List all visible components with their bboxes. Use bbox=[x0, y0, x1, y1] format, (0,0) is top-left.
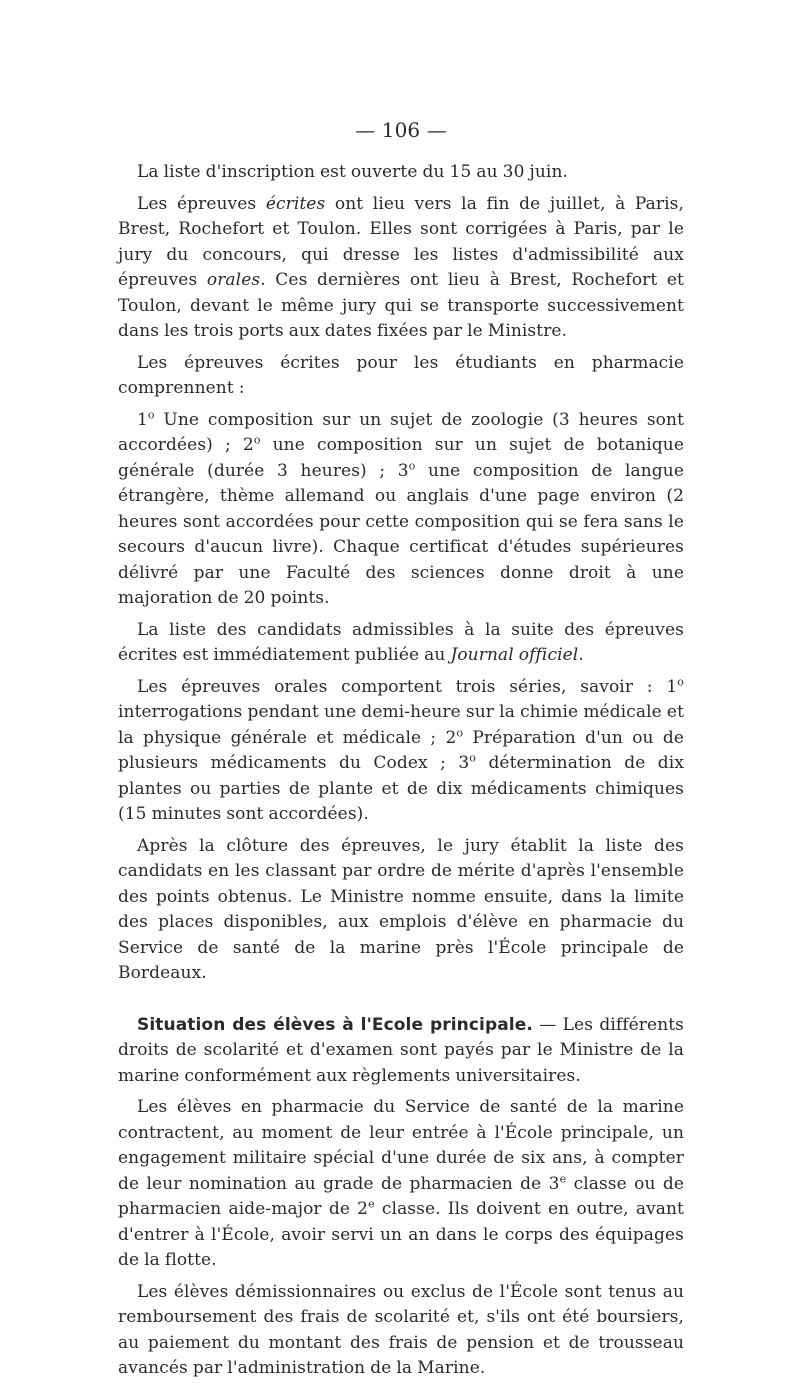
text-run: La liste des candidats admissibles à la suite des épreuves écrites est immédiatement publiée au bbox=[118, 619, 684, 665]
italic-text: orales bbox=[206, 270, 261, 290]
text-run: La liste d'inscription est ouverte du 15 au 30 juin. bbox=[137, 162, 569, 182]
text-run: Les élèves en pharmacie du Service de santé de la marine contractent, au moment de leur entrée à l'École principale, un engagement militaire spécial d'une durée de six ans, à compter de leur nomination au grade de pharmacien de 3 bbox=[118, 1097, 684, 1194]
text-run: une composition de langue étrangère, thème allemand ou anglais d'une page environ (2 heures sont accordées pour cette composition qui se fera sans le secours d'aucun livre). Chaque certificat d'études supérieures délivré par une Faculté des sciences donne droit à une majoration de 20 points. bbox=[118, 460, 684, 608]
text-run: Les épreuves bbox=[137, 193, 266, 214]
superscript: o bbox=[147, 407, 155, 421]
paragraph bbox=[118, 618, 684, 669]
text-run: Les élèves démissionnaires ou exclus de l'École sont tenus au remboursement des frais de scolarité et, s'ils ont été boursiers, au paiement du montant des frais de pension et de trousseau avancés par l'administration de la Marine. bbox=[118, 1281, 684, 1378]
text-run: . bbox=[578, 645, 584, 665]
text-run: ont lieu vers la fin de juillet, à Paris, Brest, Rochefort et Toulon. Elles sont corrigées à Paris, par le jury du concours, qui dresse les listes d'admissibilité aux épreuves bbox=[118, 193, 684, 290]
superscript: e bbox=[368, 1197, 375, 1211]
superscript: o bbox=[469, 751, 477, 765]
text-run: . Ces dernières ont lieu à Brest, Rochefort et Toulon, devant le même jury qui se transporte successivement dans les trois ports aux dates fixées par le Ministre. bbox=[118, 270, 684, 341]
text-run: une composition sur un sujet de botanique générale (durée 3 heures) ; 3 bbox=[118, 435, 684, 481]
text-run: — Les différents droits de scolarité et d'examen sont payés par le Ministre de la marine conformément aux règlements universitaires. bbox=[118, 1014, 685, 1086]
superscript: o bbox=[408, 458, 416, 472]
superscript: e bbox=[559, 1171, 567, 1185]
body-text bbox=[118, 160, 684, 1382]
text-run: classe. Ils doivent en outre, avant d'entrer à l'École, avoir servi un an dans le corps des équipages de la flotte. bbox=[118, 1199, 684, 1270]
paragraph bbox=[118, 675, 684, 828]
paragraph bbox=[118, 351, 684, 402]
paragraph bbox=[118, 408, 684, 612]
text-run: interrogations pendant une demi-heure sur la chimie médicale et la physique générale et médicale ; 2 bbox=[118, 702, 684, 748]
italic-text: écrites bbox=[265, 193, 326, 214]
text-run: Les épreuves écrites pour les étudiants en pharmacie comprennent : bbox=[118, 352, 684, 398]
text-run: Préparation d'un ou de plusieurs médicaments du Codex ; 3 bbox=[118, 727, 684, 773]
paragraph bbox=[118, 192, 684, 345]
page-number: — 106 — bbox=[355, 118, 447, 142]
text-run: détermination de dix plantes ou parties de plante et de dix médicaments chimiques (15 minutes sont accordées). bbox=[118, 753, 685, 824]
text-run: Une composition sur un sujet de zoologie (3 heures sont accordées) ; 2 bbox=[118, 409, 684, 455]
paragraph bbox=[118, 160, 684, 186]
section-paragraph bbox=[118, 1013, 684, 1090]
text-run: classe ou de pharmacien aide-major de 2 bbox=[118, 1173, 684, 1219]
section-heading: Situation des élèves à l'Ecole principale. bbox=[137, 1014, 533, 1035]
text-run: Après la clôture des épreuves, le jury établit la liste des candidats en les classant par ordre de mérite d'après l'ensemble des points obtenus. Le Ministre nomme ensuite, dans la limite des places disponibles, aux emplois d'élève en pharmacie du Service de santé de la marine près l'École principale de Bordeaux. bbox=[118, 835, 684, 983]
paragraph bbox=[118, 1280, 684, 1382]
superscript: o bbox=[456, 725, 464, 739]
text-run: 1 bbox=[137, 409, 148, 430]
paragraph bbox=[118, 834, 684, 987]
text-run: Les épreuves orales comportent trois séries, savoir : 1 bbox=[137, 676, 678, 697]
italic-text: Journal officiel bbox=[450, 645, 579, 665]
superscript: o bbox=[253, 433, 261, 447]
document-page bbox=[118, 116, 684, 1388]
paragraph bbox=[118, 1095, 684, 1274]
superscript: o bbox=[677, 674, 684, 688]
